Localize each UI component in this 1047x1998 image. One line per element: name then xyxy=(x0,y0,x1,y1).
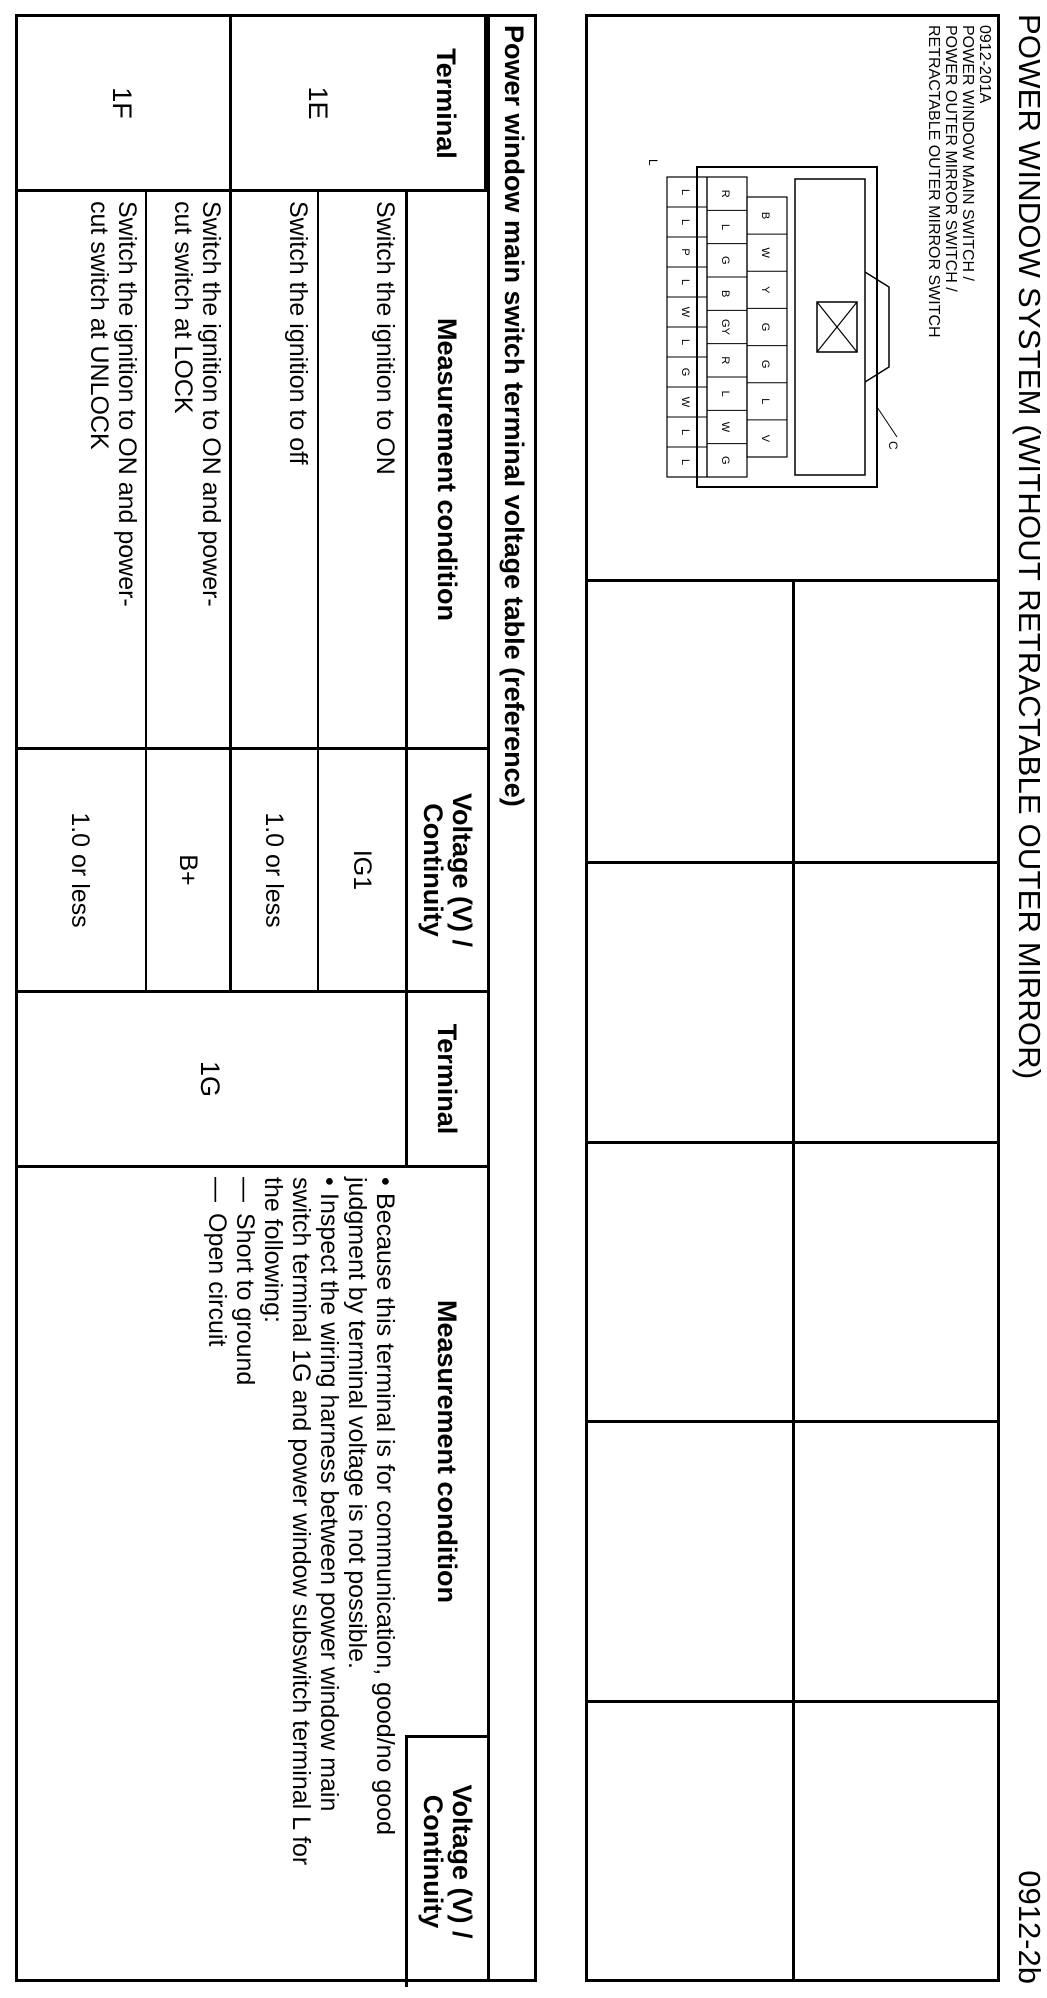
pin-label: W xyxy=(759,247,771,258)
grid-cell xyxy=(793,1700,998,1979)
pin-label: L xyxy=(679,458,691,466)
condition-cell: Switch the ignition to ON and power-cut switch at LOCK xyxy=(169,201,225,607)
header-voltage-2 xyxy=(407,1738,487,1985)
pin-label: G xyxy=(719,456,731,465)
connector-name-line: POWER OUTER MIRROR SWITCH / xyxy=(942,25,959,292)
grid-cell xyxy=(793,1420,998,1699)
pin-label: GY xyxy=(719,319,731,335)
header-condition: Measurement condition xyxy=(432,317,463,622)
pin-label: B xyxy=(759,211,771,220)
pin-label: L xyxy=(679,188,691,196)
callout-c-leader xyxy=(877,407,897,437)
pin-label: G xyxy=(719,256,731,265)
header-terminal: Terminal xyxy=(431,48,462,159)
callout-l: L xyxy=(646,159,660,166)
connector-housing-inner xyxy=(795,179,865,475)
pin-label: P xyxy=(679,248,691,256)
grid-cell xyxy=(588,1141,793,1420)
header-voltage-line1: Voltage (V) / xyxy=(447,1784,477,1939)
value-cell xyxy=(15,1738,405,1985)
header-voltage xyxy=(407,750,487,990)
pin-label: G xyxy=(759,359,771,369)
pin-label: L xyxy=(679,338,691,346)
table-title: Power window main switch terminal voltage table (reference) xyxy=(499,25,529,807)
value-cell: IG1 xyxy=(348,849,376,891)
pin-label: W xyxy=(679,396,691,408)
grid-cell xyxy=(793,861,998,1140)
note-subitem: — Open circuit xyxy=(203,1177,231,1877)
terminal-1e: 1E xyxy=(303,86,334,120)
header-voltage-line2: Continuity xyxy=(418,803,448,937)
grid-cell xyxy=(588,1420,793,1699)
note-item: • Inspect the wiring harness between power window main switch terminal 1G and power window subswitch terminal L for the following: xyxy=(259,1177,343,1877)
pin-label: G xyxy=(759,322,771,332)
voltage-table xyxy=(15,14,537,1982)
grid-cell xyxy=(588,1700,793,1979)
header-terminal-2: Terminal xyxy=(432,1023,463,1135)
pin-label: W xyxy=(719,421,731,433)
grid-cell xyxy=(793,582,998,861)
header-voltage-line1: Voltage (V) / xyxy=(447,792,477,947)
connector-frame xyxy=(585,14,1000,1982)
note-item: • Because this terminal is for communication, good/no good judgment by terminal voltage is not possible. xyxy=(343,1177,399,1877)
pin-label: L xyxy=(679,278,691,286)
connector-caption xyxy=(925,25,993,338)
pin-label: R xyxy=(719,189,731,198)
pin-label: B xyxy=(719,289,731,298)
page-code: 0912-2b xyxy=(1012,1870,1047,1984)
header-voltage-line2: Continuity xyxy=(418,1794,448,1929)
connector-diagram xyxy=(637,157,900,497)
pin-label: V xyxy=(759,434,771,443)
grid-cell xyxy=(793,1141,998,1420)
condition-cell: Switch the ignition to off xyxy=(284,201,312,465)
condition-cell: Switch the ignition to ON and power-cut switch at UNLOCK xyxy=(85,201,141,607)
pin-labels xyxy=(667,189,787,465)
value-cell: B+ xyxy=(174,854,203,886)
pin-label: L xyxy=(679,218,691,226)
blank-grid xyxy=(588,582,997,1979)
page-title: POWER WINDOW SYSTEM (WITHOUT RETRACTABLE OUTER MIRROR) xyxy=(1012,14,1047,1080)
condition-cell: Switch the ignition to ON xyxy=(371,201,399,475)
value-cell: 1.0 or less xyxy=(260,812,289,928)
terminal-1f: 1F xyxy=(107,87,138,119)
pin-label: G xyxy=(679,367,691,377)
terminal-1g: 1G xyxy=(195,1060,225,1098)
note-subitem: — Short to ground xyxy=(231,1177,259,1877)
pin-label: W xyxy=(679,306,691,318)
grid-cell xyxy=(588,861,793,1140)
pin-label: L xyxy=(679,428,691,436)
value-cell: 1.0 or less xyxy=(66,812,94,928)
pin-label: R xyxy=(719,356,731,365)
pin-label: L xyxy=(719,223,731,231)
pin-label: L xyxy=(759,398,771,405)
connector-name-line: RETRACTABLE OUTER MIRROR SWITCH xyxy=(925,25,942,338)
pin-label: L xyxy=(719,390,731,397)
grid-cell xyxy=(588,582,793,861)
table-body xyxy=(18,17,490,1979)
connector-cell xyxy=(588,17,997,582)
connector-id: 0912-201A xyxy=(976,25,993,104)
callout-c: C xyxy=(886,441,900,450)
connector-name-line: POWER WINDOW MAIN SWITCH / xyxy=(959,25,976,281)
header-condition-2: Measurement condition xyxy=(432,1299,463,1604)
pin-label: Y xyxy=(759,286,771,294)
